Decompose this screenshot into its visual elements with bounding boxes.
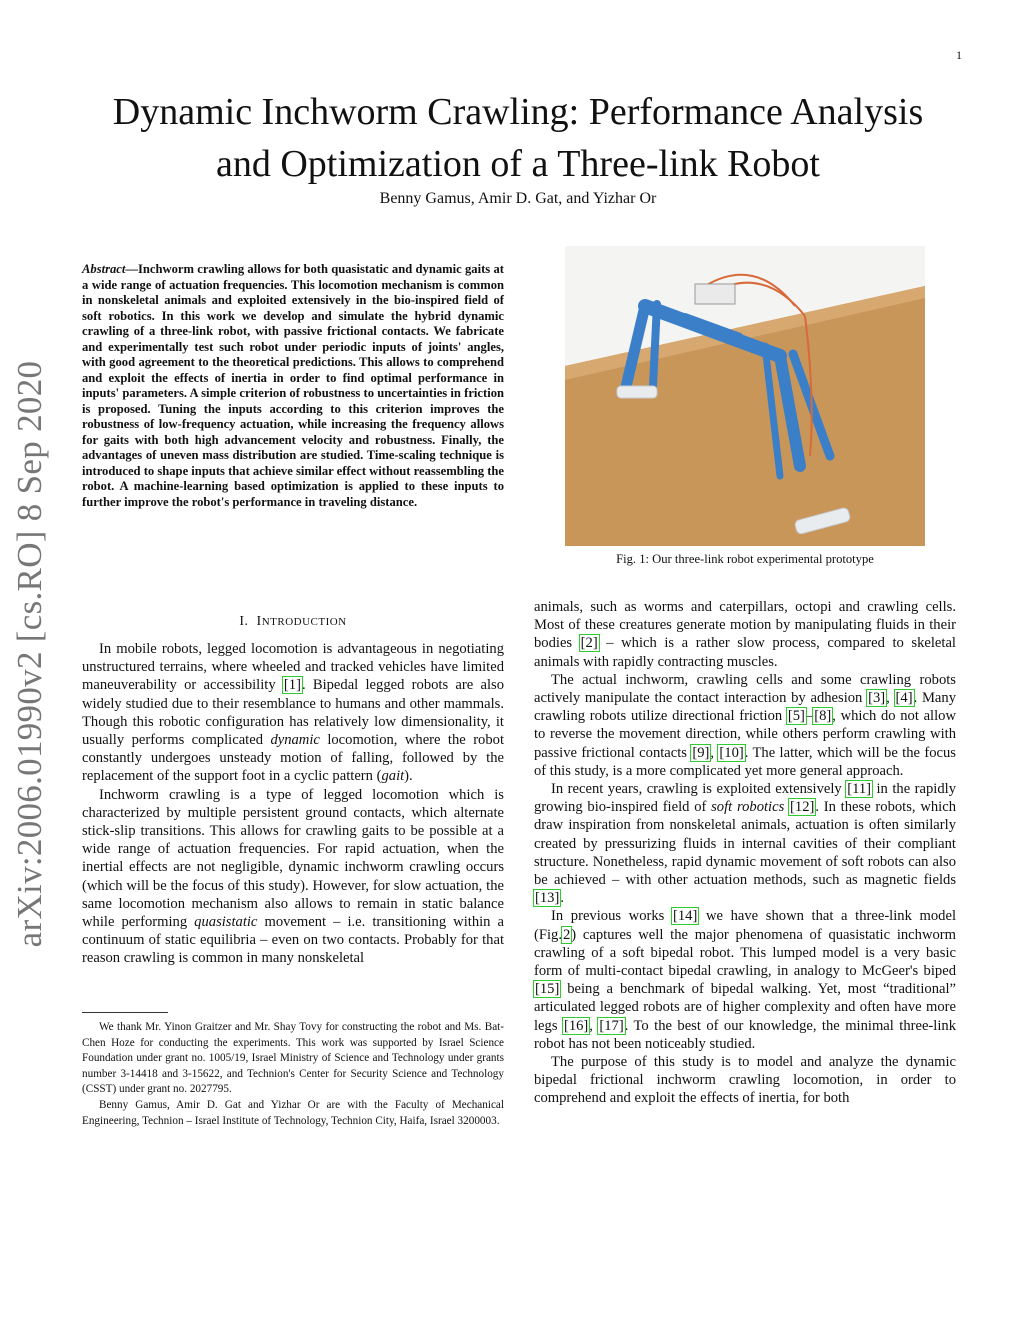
text-run: animals, such as worms and caterpillars, octopi and crawling cells. Most of these creatures generate motion by manipulating fluids in their bodies bbox=[534, 599, 956, 652]
text-run: . Bipedal legged robots are also widely studied due to their resemblance to humans and other mammals. Though this robotic configuration has relatively low dimensionality, it usually performs complicated bbox=[82, 677, 504, 749]
right-column-body bbox=[534, 598, 956, 1108]
abstract bbox=[82, 262, 504, 510]
text-run: – which is a rather slow process, compared to skeletal animals with rapidly contracting muscles. bbox=[534, 635, 956, 670]
figure-link[interactable]: 2 bbox=[562, 926, 571, 943]
paragraph bbox=[534, 780, 956, 907]
text-run: , bbox=[710, 744, 719, 761]
author-list: Benny Gamus, Amir D. Gat, and Yizhar Or bbox=[379, 190, 657, 207]
section-heading-introduction bbox=[82, 614, 504, 630]
text-run: The actual inchworm, crawling cells and some crawling robots actively manipulate the contact interaction by adhesion bbox=[534, 671, 956, 707]
footnote-rule bbox=[82, 1012, 168, 1013]
footnotes bbox=[82, 1020, 504, 1129]
section-title-initial: I bbox=[256, 614, 262, 629]
left-column-body bbox=[82, 640, 504, 968]
paragraph bbox=[534, 907, 956, 1053]
abstract-text: Inchworm crawling allows for both quasistatic and dynamic gaits at a wide range of actuation frequencies. This locomotion mechanism is common in nonskeletal animals and exploited extensively in the bio-inspired field of soft robotics. In this work we develop and simulate the hybrid dynamic crawling of a three-link robot, with passive frictional contacts. We fabricate and experimentally test such robot under periodic inputs of joints' angles, with good agreement to the theoretical predictions. This allows to comprehend and exploit the effects of inertia in order to find optimal performance in inputs' parameters. A simple criterion of robustness to uncertainties in friction is proposed. Tuning the inputs according to this criterion improves the robustness of low-frequency actuation, while increasing the frequency allows for gaits with both high advancement velocity and robustness. Finally, the advantages of uneven mass distribution are studied. Time-scaling technique is introduced to shape inputs that achieve similar effect without reassembling the robot. A machine-learning based optimization is applied to these inputs to further improve the robot's performance in traveling distance. bbox=[82, 262, 504, 509]
citation-link[interactable]: [10] bbox=[719, 744, 744, 761]
emphasis: quasistatic bbox=[194, 914, 258, 931]
paragraph bbox=[82, 786, 504, 968]
text-run: – bbox=[805, 708, 814, 725]
abstract-label: Abstract bbox=[82, 262, 126, 276]
text-run: ). bbox=[404, 768, 413, 785]
citation-link[interactable]: [12] bbox=[790, 799, 815, 816]
citation-link[interactable]: [9] bbox=[692, 744, 710, 761]
title-line-2: and Optimization of a Three-link Robot bbox=[216, 143, 820, 185]
footnote-acknowledgment: We thank Mr. Yinon Graitzer and Mr. Shay Tovy for constructing the robot and Ms. Bat-Chen Hoze for conducting the experiments. This work was supported by Israel Science Foundation under grant no. 1005/19, Israel Ministry of Science and Technology under grants number 3-14418 and 3-15622, and Technion's Center for Security Science and Technology (CSST) under grant no. 2027795. bbox=[82, 1021, 504, 1096]
citation-link[interactable]: [8] bbox=[814, 708, 832, 725]
arxiv-stamp: arXiv:2006.01990v2 [cs.RO] 8 Sep 2020 bbox=[10, 360, 49, 948]
emphasis: dynamic bbox=[270, 732, 320, 749]
text-run: , bbox=[589, 1017, 599, 1034]
text-run: Inchworm crawling is a type of legged locomotion which is characterized by multiple persistent ground contacts, which alternate stick-slip transitions. This allows for crawling gaits to be possible at a wide range of actuation frequencies. For rapid actuation, when the inertial effects are not negligible, dynamic inchworm crawling occurs (which will be the focus of this study). However, for slow actuation, the same locomotion mechanism also allows to remain in static balance while performing bbox=[82, 786, 504, 931]
title-line-1: Dynamic Inchworm Crawling: Performance Analysis bbox=[112, 91, 924, 133]
paragraph: The purpose of this study is to model and analyze the dynamic bipedal frictional inchworm crawling locomotion, in order to comprehend and exploit the effects of inertia, for both bbox=[534, 1054, 956, 1107]
citation-link[interactable]: [4] bbox=[895, 690, 913, 707]
citation-link[interactable]: [15] bbox=[535, 981, 560, 998]
paragraph bbox=[82, 640, 504, 786]
text-run: , bbox=[886, 690, 895, 707]
text-run: ) captures well the major phenomena of quasistatic inchworm crawling of a soft bipedal robot. This lumped model is a very basic form of multi-contact bipedal crawling, in analogy to McGeer's biped bbox=[534, 926, 956, 980]
robot-photo bbox=[565, 246, 925, 546]
citation-link[interactable]: [5] bbox=[787, 708, 805, 725]
text-run: we have shown that a three-link model (Fig. bbox=[534, 908, 956, 943]
text-run: . Many crawling robots utilize directional friction bbox=[534, 690, 957, 725]
section-title-rest: NTRODUCTION bbox=[261, 616, 347, 628]
citation-link[interactable]: [3] bbox=[868, 690, 886, 707]
citation-link[interactable]: [13] bbox=[535, 890, 560, 907]
text-run: . To the best of our knowledge, the minimal three-link robot has not been noticeably studied. bbox=[534, 1017, 957, 1052]
text-run: movement – i.e. transitioning within a continuum of static equilibria – even on two contacts. Probably for that reason crawling is common in many nonskeletal bbox=[82, 914, 504, 967]
citation-link[interactable]: [17] bbox=[599, 1017, 624, 1034]
emphasis: soft robotics bbox=[711, 799, 785, 816]
emphasis: gait bbox=[381, 768, 405, 785]
text-run: in the rapidly growing bio-inspired field of bbox=[534, 781, 957, 816]
paper-title bbox=[60, 86, 976, 190]
page-number: 1 bbox=[956, 48, 962, 62]
text-run: . In these robots, which draw inspiration from nonskeletal animals, actuation is often similarly created by pressurizing fluids in internal cavities of their compliant structure. Nonetheless, rapid dynamic movement of soft robots can also be achieved – with other actuation methods, such as magnetic fields bbox=[534, 799, 956, 889]
text-run: , which do not allow to reverse the movement direction, while others perform crawling with passive frictional contacts bbox=[534, 708, 957, 761]
text-run: locomotion, where the robot constantly undergoes unsteady motion of falling, followed by the replacement of the support foot in a cyclic pattern ( bbox=[82, 732, 504, 785]
text-run: In mobile robots, legged locomotion is advantageous in negotiating unstructured terrains, where wheeled and tracked vehicles have limited maneuverability or accessibility bbox=[82, 641, 504, 694]
citation-link[interactable]: [14] bbox=[673, 908, 698, 925]
text-run: . bbox=[560, 890, 564, 907]
text-run: being a benchmark of bipedal walking. Yet, most “traditional” articulated legged robots are of higher complexity and often have more legs bbox=[534, 981, 956, 1034]
text-run: In recent years, crawling is exploited extensively bbox=[551, 781, 847, 798]
paragraph bbox=[534, 598, 956, 671]
text-run: In previous works bbox=[551, 908, 672, 925]
text-run: . The latter, which will be the focus of this study, is a more complicated yet more general approach. bbox=[534, 744, 956, 779]
robot-photo-illustration bbox=[565, 246, 925, 546]
citation-link[interactable]: [2] bbox=[580, 635, 598, 652]
controller-board bbox=[695, 284, 735, 304]
citation-link[interactable]: [16] bbox=[563, 1017, 589, 1034]
abstract-dash: — bbox=[125, 262, 138, 276]
footnote-affiliation: Benny Gamus, Amir D. Gat and Yizhar Or are with the Faculty of Mechanical Engineering, Technion – Israel Institute of Technology, Technion City, Haifa, Israel 3200003. bbox=[82, 1098, 504, 1127]
citation-link[interactable]: [1] bbox=[283, 677, 301, 694]
citation-link[interactable]: [11] bbox=[847, 781, 872, 798]
section-number: I. bbox=[239, 614, 249, 629]
paragraph bbox=[534, 671, 956, 780]
figure-caption: Fig. 1: Our three-link robot experimental prototype bbox=[616, 552, 874, 566]
